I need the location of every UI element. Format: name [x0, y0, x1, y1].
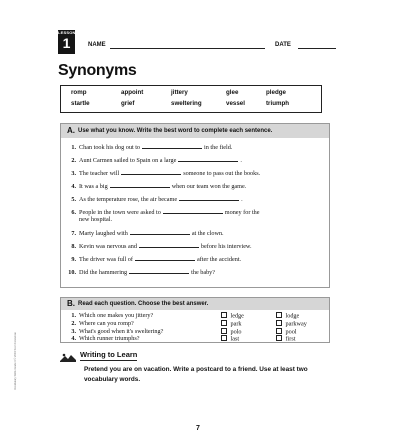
question-text: someone to pass out the books. [183, 170, 261, 177]
option-label: park [230, 320, 242, 328]
side-copyright-text: Vocabulary Skills Grade 3 © 2004 Scott Foresman [14, 332, 17, 390]
question-number: 7. [71, 230, 76, 237]
word: vessel [226, 100, 245, 107]
option-label: polo [230, 328, 242, 336]
word: sweltering [171, 100, 202, 107]
question-row [67, 268, 215, 276]
name-label: NAME [88, 42, 106, 48]
question-number: 2. [71, 157, 76, 164]
question-row [67, 328, 163, 335]
answer-option[interactable] [221, 320, 242, 328]
question-number: 1. [71, 144, 76, 151]
question-row [67, 169, 260, 177]
section-b-header [61, 298, 329, 310]
question-row [67, 242, 252, 250]
section-b-instruction: Read each question. Choose the best answer. [78, 301, 209, 307]
question-row [67, 208, 260, 216]
page-number: 7 [196, 425, 200, 432]
answer-blank[interactable] [163, 208, 223, 214]
date-label: DATE [275, 42, 291, 48]
question-text: . [241, 196, 243, 203]
answer-blank[interactable] [178, 156, 238, 162]
writing-title: Writing to Learn [80, 350, 138, 359]
question-row [67, 255, 241, 263]
question-row [67, 182, 246, 190]
question-text: What's good when it's sweltering? [79, 328, 164, 335]
question-continuation: new hospital. [79, 216, 112, 223]
question-text: The teacher will [79, 170, 120, 177]
question-number: 3. [71, 170, 76, 177]
answer-blank[interactable] [130, 229, 190, 235]
question-number: 1. [71, 312, 76, 319]
question-text: before his interview. [200, 243, 252, 250]
side-copyright [14, 240, 20, 390]
answer-blank[interactable] [179, 195, 239, 201]
checkbox-icon[interactable] [276, 335, 282, 341]
question-text: in the field. [204, 144, 233, 151]
section-a-header [61, 124, 329, 138]
question-number: 4. [71, 335, 76, 342]
question-text: money for the [224, 209, 260, 216]
word: pledge [266, 89, 286, 96]
question-number: 4. [71, 183, 76, 190]
checkbox-icon[interactable] [276, 312, 282, 318]
answer-blank[interactable] [135, 255, 195, 261]
section-b-label: B. [67, 299, 75, 308]
checkbox-icon[interactable] [221, 328, 227, 334]
answer-blank[interactable] [110, 182, 170, 188]
section-a-instruction: Use what you know. Write the best word to complete each sentence. [78, 128, 273, 134]
word: jittery [171, 89, 188, 96]
question-text: Which one makes you jittery? [79, 312, 154, 319]
writing-hand-icon [59, 350, 77, 360]
question-text: Marty laughed with [79, 230, 128, 237]
question-row [67, 320, 134, 327]
word: glee [226, 89, 239, 96]
question-text: People in the town were asked to [79, 209, 161, 216]
question-number: 10. [68, 269, 76, 276]
name-line[interactable] [110, 48, 265, 49]
question-number: 3. [71, 328, 76, 335]
question-number: 9. [71, 256, 76, 263]
question-text: Chan took his dog out to [79, 144, 141, 151]
option-label: ledge [230, 312, 244, 320]
question-row [67, 195, 243, 203]
question-number: 5. [71, 196, 76, 203]
question-row [67, 156, 242, 164]
lesson-label: LESSON [58, 30, 76, 35]
question-number: 8. [71, 243, 76, 250]
answer-blank[interactable] [121, 169, 181, 175]
question-number: 2. [71, 320, 76, 327]
writing-prompt: Pretend you are on vacation. Write a postcard to a friend. Use at least two vocabulary words. [84, 366, 308, 383]
word: grief [121, 100, 135, 107]
option-label: parkway [285, 320, 307, 328]
question-text: Where can you romp? [79, 320, 134, 327]
question-text: when our team won the game. [171, 183, 247, 190]
answer-option[interactable] [276, 320, 307, 328]
word: romp [71, 89, 87, 96]
question-text: Aunt Carmen sailed to Spain on a large [79, 157, 177, 164]
word: triumph [266, 100, 290, 107]
question-text: It was a big [79, 183, 108, 190]
page-title: Synonyms [58, 62, 137, 79]
section-a-panel [60, 123, 330, 288]
lesson-number: 1 [62, 35, 71, 51]
question-text: Did the hammering [79, 269, 128, 276]
question-text: at the clown. [191, 230, 224, 237]
section-b-panel [60, 297, 330, 343]
question-number: 6. [71, 209, 76, 216]
date-line[interactable] [298, 48, 336, 49]
lesson-badge [58, 30, 75, 54]
answer-blank[interactable] [142, 143, 202, 149]
word: appoint [121, 89, 144, 96]
answer-blank[interactable] [129, 268, 189, 274]
answer-option[interactable] [221, 312, 244, 320]
question-row [67, 143, 232, 151]
option-label: first [285, 335, 296, 343]
question-text: Which runner triumphs? [79, 335, 140, 342]
answer-blank[interactable] [139, 242, 199, 248]
question-text: the baby? [191, 269, 216, 276]
question-text: The driver was full of [79, 256, 133, 263]
question-text: As the temperature rose, the air became [79, 196, 178, 203]
question-row [67, 229, 224, 237]
checkbox-icon[interactable] [221, 335, 227, 341]
answer-option[interactable] [276, 312, 299, 320]
option-label: last [230, 335, 240, 343]
checkbox-icon[interactable] [221, 320, 227, 326]
checkbox-icon[interactable] [276, 320, 282, 326]
question-text: after the accident. [196, 256, 242, 263]
question-text: Kevin was nervous and [79, 243, 137, 250]
question-text: . [240, 157, 242, 164]
answer-option[interactable] [276, 335, 295, 343]
checkbox-icon[interactable] [221, 312, 227, 318]
question-row [67, 312, 153, 319]
answer-option[interactable] [221, 335, 239, 343]
question-row [67, 335, 139, 342]
word: startle [71, 100, 90, 107]
option-label: lodge [285, 312, 300, 320]
word-box [60, 85, 322, 113]
section-a-label: A. [67, 126, 75, 135]
checkbox-icon[interactable] [276, 328, 282, 334]
option-label: pool [285, 328, 297, 336]
